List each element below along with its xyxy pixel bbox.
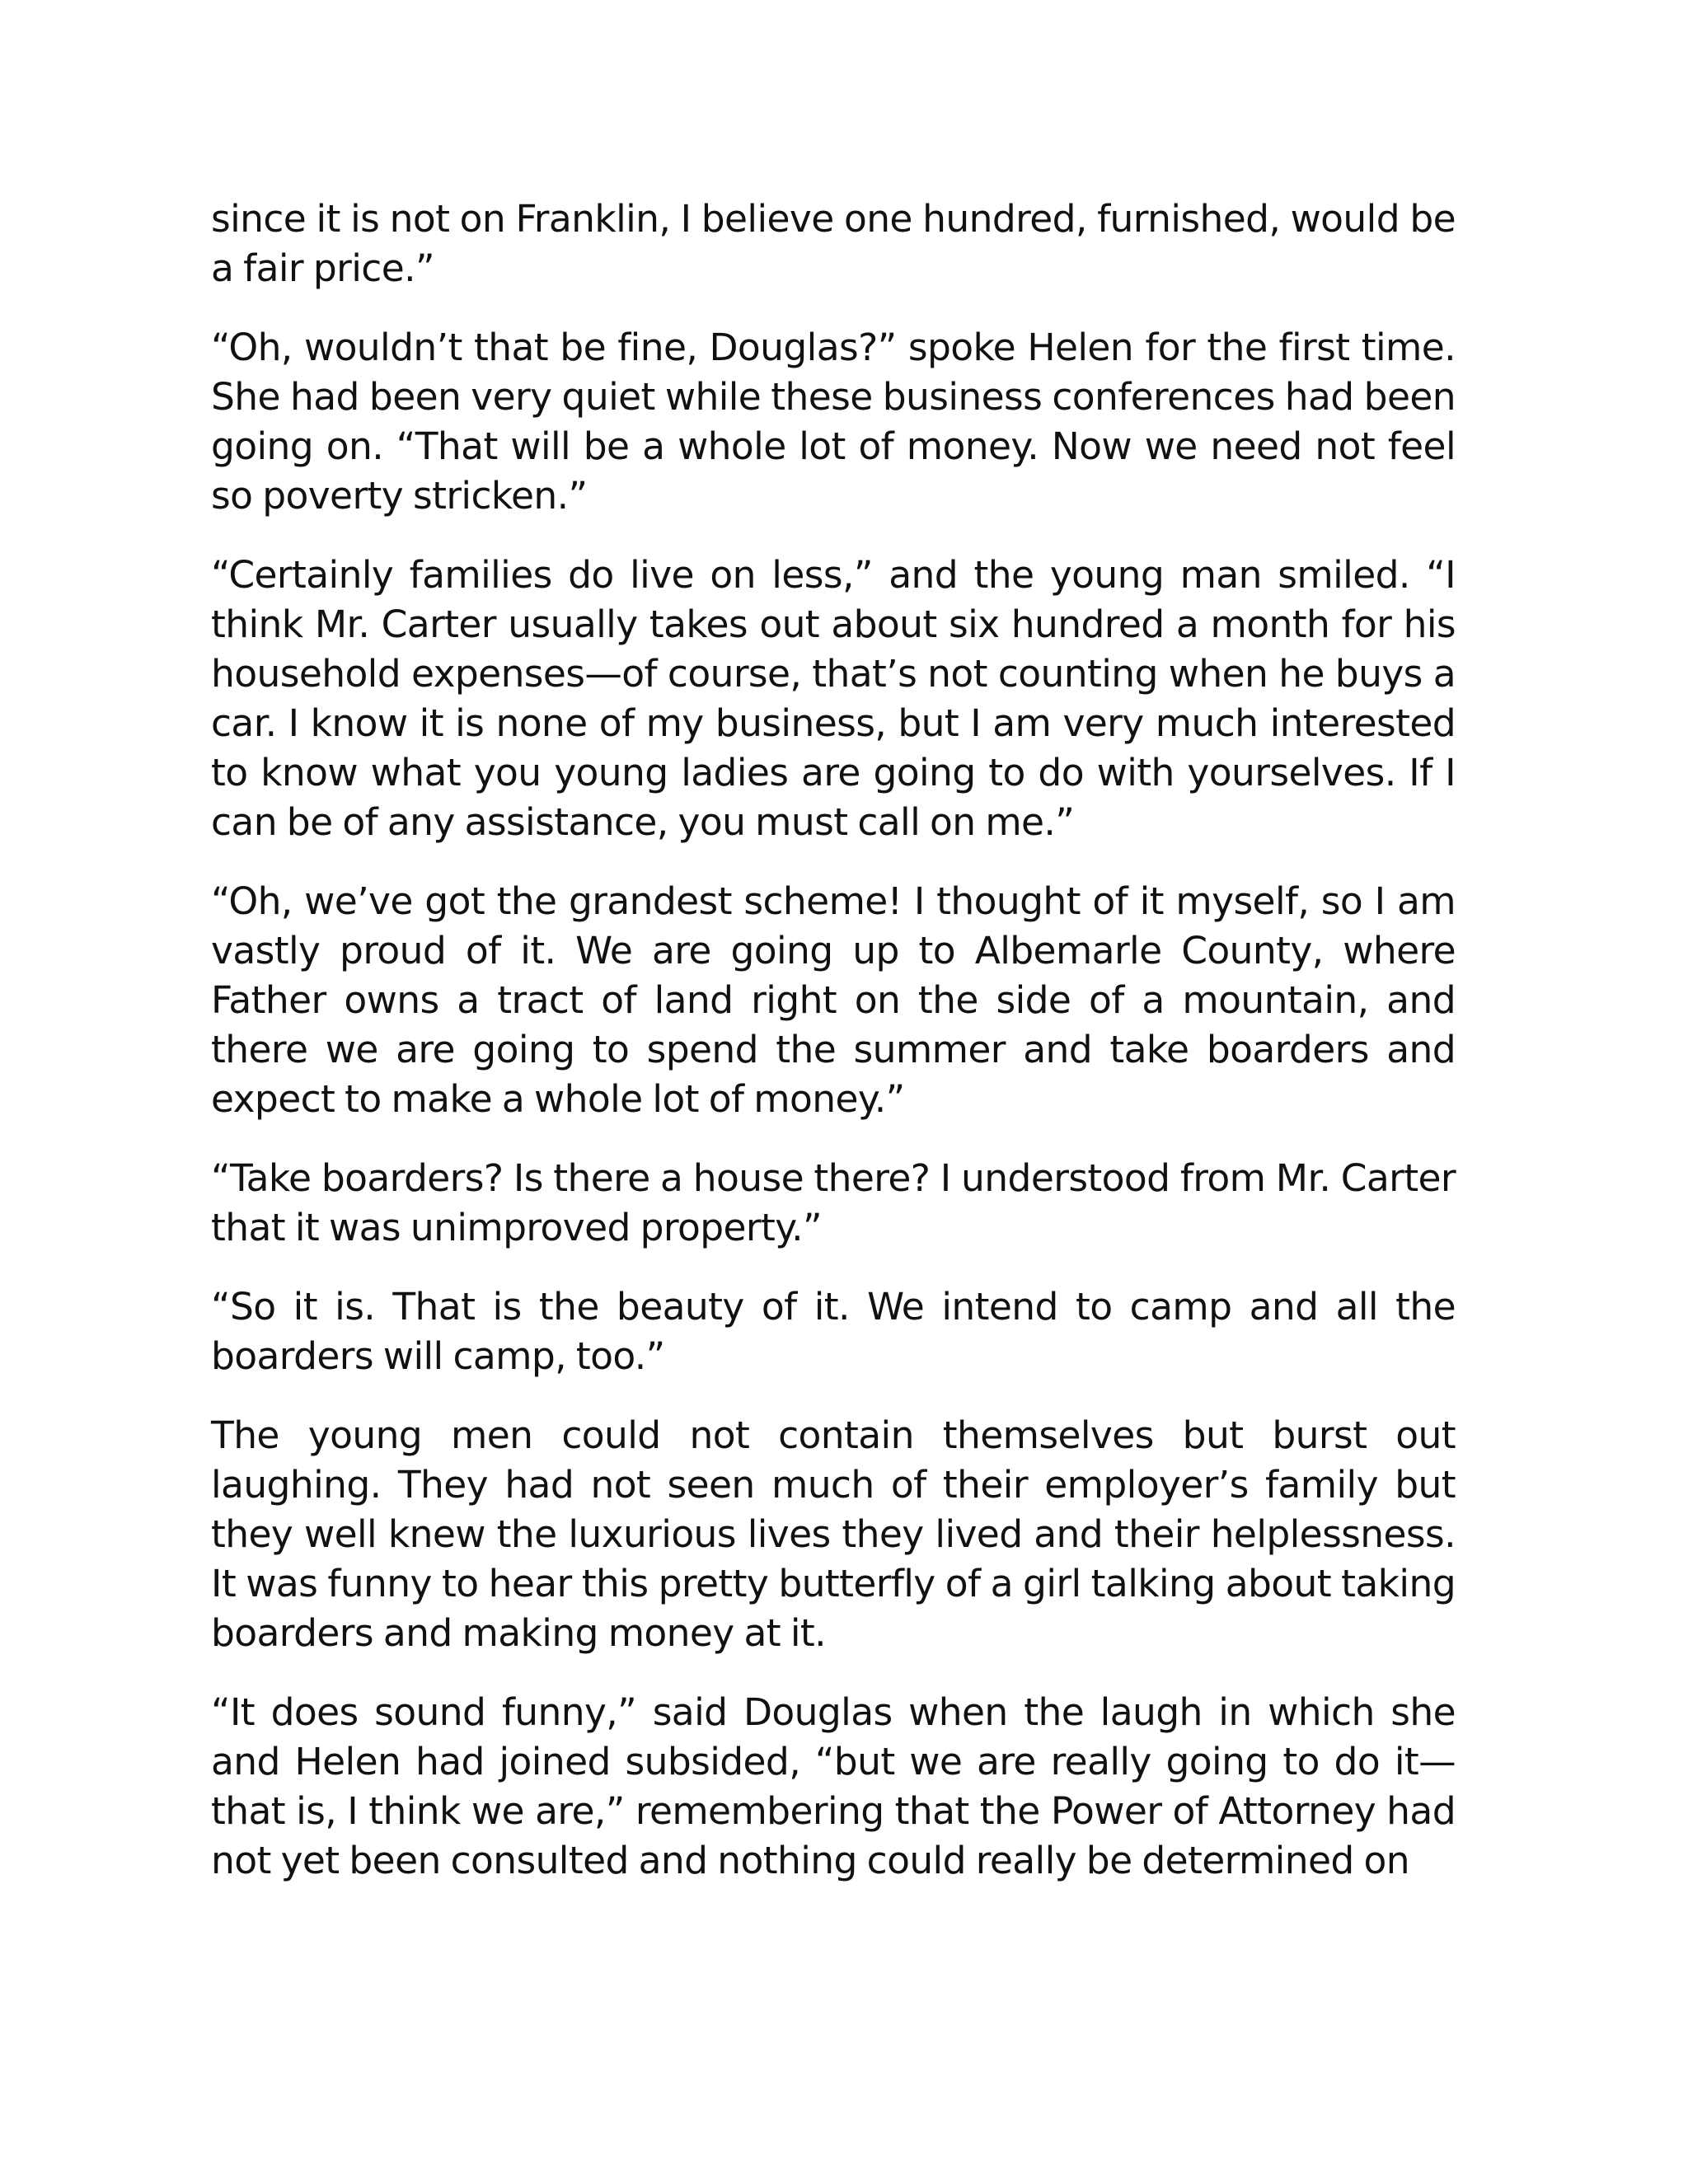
page-body-text xyxy=(211,194,1456,1915)
paragraph-3: “Certainly families do live on less,” and the young man smiled. “I think Mr. Carter usually takes out about six hundred a month for his household expenses—of course, that’s not counting when he buys a car. I know it is none of my business, but I am very much interested to know what you young ladies are going to do with yourselves. If I can be of any assistance, you must call on me.” xyxy=(211,553,1456,844)
paragraph-6: “So it is. That is the beauty of it. We intend to camp and all the boarders will camp, too.” xyxy=(211,1285,1456,1378)
paragraph-8: “It does sound funny,” said Douglas when the laugh in which she and Helen had joined subsided, “but we are really going to do it—that is, I think we are,” remembering that the Power of Attorney had not yet been consulted and nothing could really be determined on xyxy=(211,1690,1456,1882)
paragraph-2: “Oh, wouldn’t that be fine, Douglas?” spoke Helen for the first time. She had been very quiet while these business conferences had been going on. “That will be a whole lot of money. Now we need not feel so poverty stricken.” xyxy=(211,326,1456,518)
paragraph-4: “Oh, we’ve got the grandest scheme! I thought of it myself, so I am vastly proud of it. We are going up to Albemarle County, where Father owns a tract of land right on the side of a mountain, and there we are going to spend the summer and take boarders and expect to make a whole lot of money.” xyxy=(211,879,1456,1121)
paragraph-5: “Take boarders? Is there a house there? I understood from Mr. Carter that it was unimproved property.” xyxy=(211,1156,1456,1249)
paragraph-7: The young men could not contain themselves but burst out laughing. They had not seen much of their employer’s family but they well knew the luxurious lives they lived and their helplessness. It was funny to hear this pretty butterfly of a girl talking about taking boarders and making money at it. xyxy=(211,1413,1456,1655)
paragraph-1: since it is not on Franklin, I believe one hundred, furnished, would be a fair price.” xyxy=(211,197,1456,290)
